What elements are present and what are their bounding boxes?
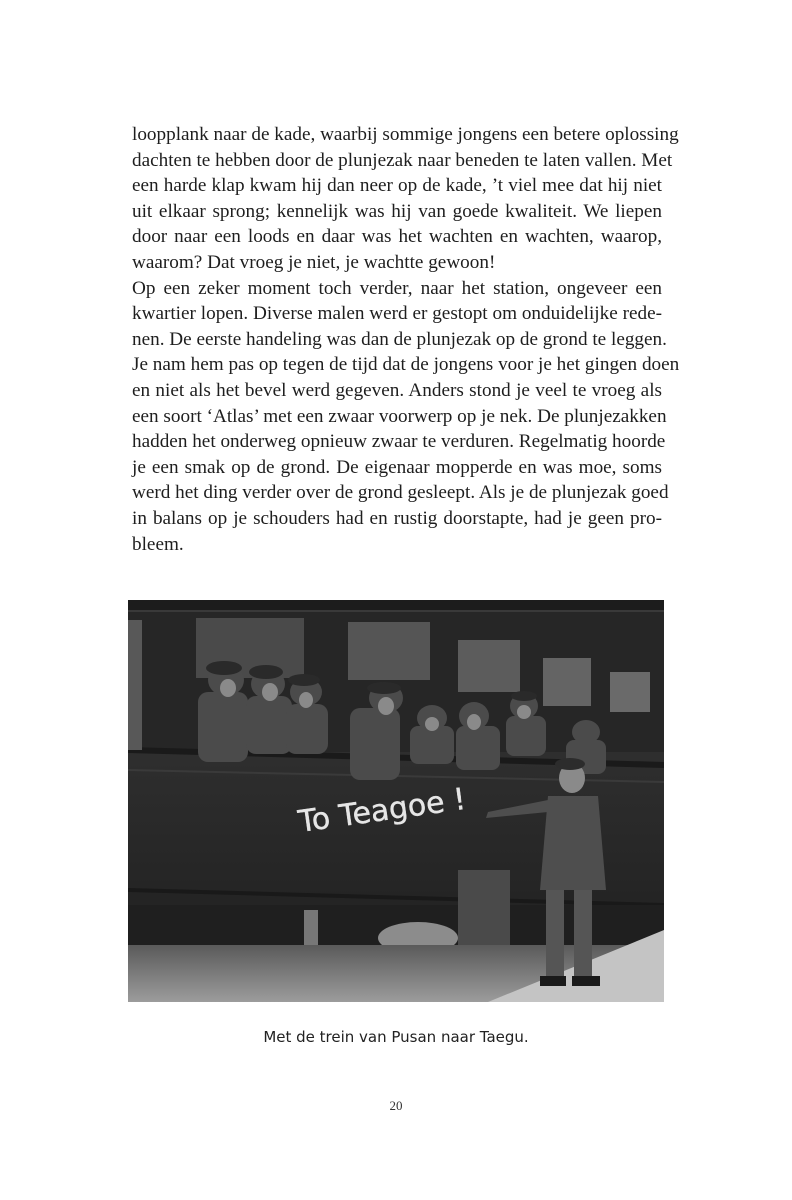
text-line: je een smak op de grond. De eigenaar mopperde en was moe, soms xyxy=(132,456,662,478)
text-line: kwartier lopen. Diverse malen werd er gestopt om onduidelijke rede- xyxy=(132,303,662,325)
text-line: dachten te hebben door de plunjezak naar beneden te laten vallen. Met xyxy=(132,149,673,171)
body-paragraph xyxy=(132,122,680,557)
text-line: nen. De eerste handeling was dan de plunjezak op de grond te leggen. xyxy=(132,328,667,350)
text-line: werd het ding verder over de grond gesleept. Als je de plunjezak goed xyxy=(132,482,669,504)
text-line: in balans op je schouders had en rustig doorstapte, had je geen pro- xyxy=(132,507,662,529)
text-line: uit elkaar sprong; kennelijk was hij van goede kwaliteit. We liepen xyxy=(132,200,662,222)
text-line: een harde klap kwam hij dan neer op de kade, ’t viel mee dat hij niet xyxy=(132,175,662,197)
photo-caption: Met de trein van Pusan naar Taegu. xyxy=(263,1028,529,1046)
train-photo xyxy=(128,600,664,1002)
text-line: waarom? Dat vroeg je niet, je wachtte gewoon! xyxy=(132,251,496,273)
text-line: bleem. xyxy=(132,533,184,555)
chalk-writing: To Teagoe ! xyxy=(296,781,469,840)
text-line: en niet als het bevel werd gegeven. Anders stond je veel te vroeg als xyxy=(132,379,662,401)
text-line: een soort ‘Atlas’ met een zwaar voorwerp op je nek. De plunjezakken xyxy=(132,405,667,427)
text-line: Op een zeker moment toch verder, naar het station, ongeveer een xyxy=(132,277,662,299)
text-line: Je nam hem pas op tegen de tijd dat de jongens voor je het gingen doen xyxy=(132,354,680,376)
text-line: hadden het onderweg opnieuw zwaar te verduren. Regelmatig hoorde xyxy=(132,431,666,453)
text-line: loopplank naar de kade, waarbij sommige jongens een betere oplossing xyxy=(132,124,679,145)
text-line: door naar een loods en daar was het wachten en wachten, waarop, xyxy=(132,226,662,248)
page-number: 20 xyxy=(389,1098,403,1113)
